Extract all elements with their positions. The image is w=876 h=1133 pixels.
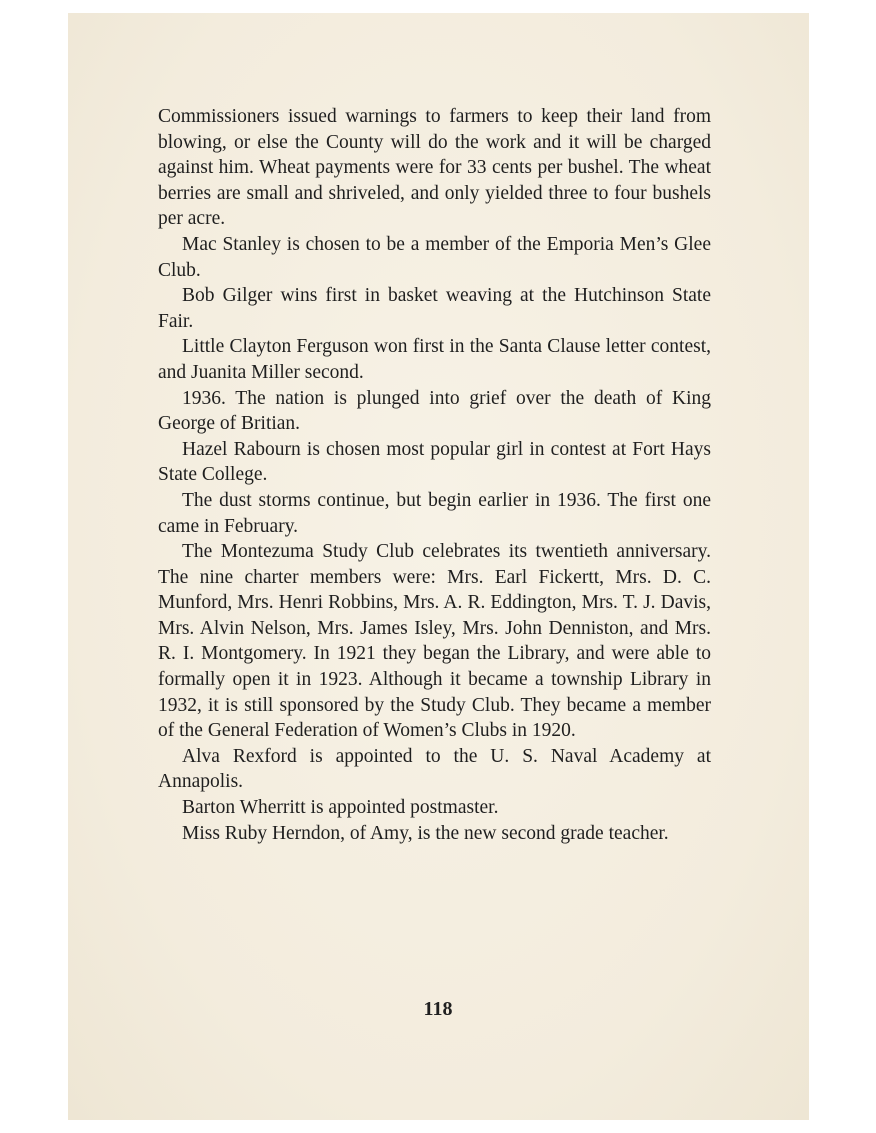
paragraph-basket-weaving: Bob Gilger wins first in basket weaving at the Hutchinson State Fair.	[158, 285, 711, 332]
paragraph-dust-storms: The dust storms continue, but begin earlier in 1936. The first one came in February.	[158, 489, 711, 537]
paragraph-popular-girl: Hazel Rabourn is chosen most popular girl in contest at Fort Hays State College.	[158, 438, 711, 486]
paragraph-wheat-payments: Commissioners issued warnings to farmers to keep their land from blowing, or else the County will do the work and it will be charged against him. Wheat payments were for 33 cents per bushel. The wheat berries are small and shriveled, and only yielded three to four bushels per acre.	[158, 106, 711, 230]
paragraph-king-george: 1936. The nation is plunged into grief over the death of King George of Britian.	[158, 387, 711, 435]
page-number: 118	[423, 998, 453, 1020]
paragraph-study-club: The Montezuma Study Club celebrates its twentieth anniversary. The nine charter members were: Mrs. Earl Fickertt, Mrs. D. C. Munford, Mrs. Henri Robbins, Mrs. A. R. Eddington, Mrs. T. J. Davis, Mrs. Alvin Nelson, Mrs. James Isley, Mrs. John Denniston, and Mrs. R. I. Montgomery. In 1921 they began the Library, and were able to formally open it in 1923. Although it became a township Library in 1932, it is still sponsored by the Study Club. They became a member of the General Federation of Women’s Clubs in 1920.	[158, 541, 711, 742]
paragraph-postmaster: Barton Wherritt is appointed postmaster.	[182, 797, 499, 819]
paragraph-teacher: Miss Ruby Herndon, of Amy, is the new second grade teacher.	[182, 822, 669, 844]
page-body-text	[158, 104, 711, 846]
paragraph-letter-contest: Little Clayton Ferguson won first in the Santa Clause letter contest, and Juanita Miller second.	[158, 336, 711, 383]
paragraph-naval-academy: Alva Rexford is appointed to the U. S. Naval Academy at Annapolis.	[158, 745, 711, 793]
paragraph-glee-club: Mac Stanley is chosen to be a member of the Emporia Men’s Glee Club.	[158, 233, 711, 281]
